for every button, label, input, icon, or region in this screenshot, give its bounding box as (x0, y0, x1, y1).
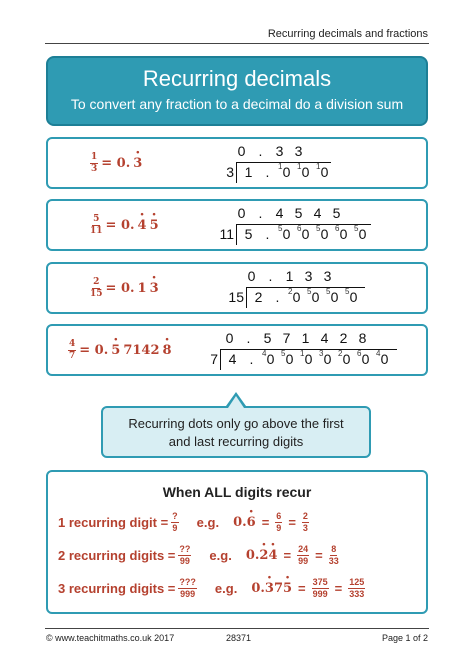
fraction-simplified: $\frac{2}{3}$ (302, 511, 308, 533)
recurring-digit-last: · 5 (150, 218, 159, 233)
divisor: 3 (226, 164, 234, 180)
example-2-five-elevenths (46, 199, 428, 251)
footer-rule (45, 628, 429, 629)
footer-page-number: Page 1 of 2 (381, 633, 428, 643)
fraction: $\frac{5}{11}$ (90, 213, 103, 236)
recurring-digit: · 3 (133, 156, 142, 171)
dividend: 1 . 1 0 1 0 1 0 (244, 162, 329, 180)
fraction: $\frac{1}{3}$ (91, 151, 98, 174)
recurring-digit-first: · 4 (138, 218, 147, 233)
example-1-third (46, 137, 428, 189)
fraction-simplified: $\frac{8}{33}$ (328, 544, 339, 566)
fraction-simplified: $\frac{125}{333}$ (349, 577, 365, 599)
recurring-digit-last: · 8 (163, 343, 172, 358)
rule-row-1: 1 recurring digit = $\frac{?}{9}$ e.g. 0.· 6 = $\frac{6}{9}$ = $\frac{2}{3}$ (58, 512, 309, 533)
example-decimal: 0.· 2· 4 (246, 548, 278, 563)
pattern-fraction: $\frac{??}{99}$ (179, 544, 191, 566)
example-decimal: 0.· 37· 5 (251, 581, 292, 596)
fraction-equation: $\frac{1}{3}$ = 0. · 3 (90, 139, 142, 187)
example-4-four-sevenths (46, 324, 428, 376)
quotient: 0 . 5 7 1 4 2 8 (225, 330, 367, 346)
pattern-fraction: $\frac{?}{9}$ (172, 511, 178, 533)
footer-code: 28371 (226, 633, 252, 643)
fraction-equation: $\frac{5}{11}$ = 0. · 4 · 5 (90, 201, 159, 249)
callout-line-1: Recurring dots only go above the first (128, 416, 344, 431)
rule-row-3: 3 recurring digits = $\frac{???}{999}$ e.g. 0.· 37· 5 = $\frac{375}{999}$ = $\frac{125}{333}$ (58, 578, 365, 599)
fraction-step-1: $\frac{6}{9}$ (276, 511, 282, 533)
callout-box (101, 406, 371, 458)
rule-row-2: 2 recurring digits = $\frac{??}{99}$ e.g. 0.· 2· 4 = $\frac{24}{99}$ = $\frac{8}{33}$ (58, 545, 339, 566)
callout-line-2: and last recurring digits (168, 434, 304, 449)
quotient: 0 . 4 5 4 5 (237, 205, 341, 221)
page-title: Recurring decimals (142, 66, 332, 91)
header-title: Recurring decimals and fractions (267, 28, 428, 40)
recurring-digit: · 3 (150, 281, 159, 296)
pattern-fraction: $\frac{???}{999}$ (179, 577, 196, 599)
title-banner (46, 56, 428, 126)
all-digits-recur-box (46, 470, 428, 614)
fraction-step-1: $\frac{24}{99}$ (298, 544, 309, 566)
footer-copyright[interactable]: © www.teachitmaths.co.uk 2017 (46, 633, 175, 643)
fraction: $\frac{4}{7}$ (69, 338, 76, 361)
fraction-equation: $\frac{2}{15}$ = 0. 1 · 3 (90, 264, 159, 312)
fraction-step-1: $\frac{375}{999}$ (312, 577, 328, 599)
dividend: 4 . 4 0 5 0 1 0 3 0 2 0 6 0 4 0 (228, 349, 389, 367)
fraction-equation: $\frac{4}{7}$ = 0. · 5 7142 · 8 (68, 326, 172, 374)
quotient: 0 . 1 3 3 (247, 268, 332, 284)
recurring-dots-callout (101, 406, 371, 458)
dividend: 5 . 5 0 6 0 5 0 6 0 5 0 (244, 224, 367, 242)
divisor: 11 (219, 226, 234, 242)
divisor: 7 (210, 351, 218, 367)
rules-title: When ALL digits recur (162, 484, 312, 500)
dividend: 2 . 2 0 5 0 5 0 5 0 (254, 287, 358, 305)
recurring-digit-first: · 5 (111, 343, 120, 358)
fraction: $\frac{2}{15}$ (90, 276, 103, 299)
example-3-two-fifteenths (46, 262, 428, 314)
example-decimal: 0.· 6 (233, 515, 256, 530)
page-subtitle: To convert any fraction to a decimal do a division sum (70, 96, 404, 112)
quotient: 0 . 3 3 (237, 143, 303, 159)
header-rule (45, 43, 429, 44)
divisor: 15 (228, 289, 244, 305)
